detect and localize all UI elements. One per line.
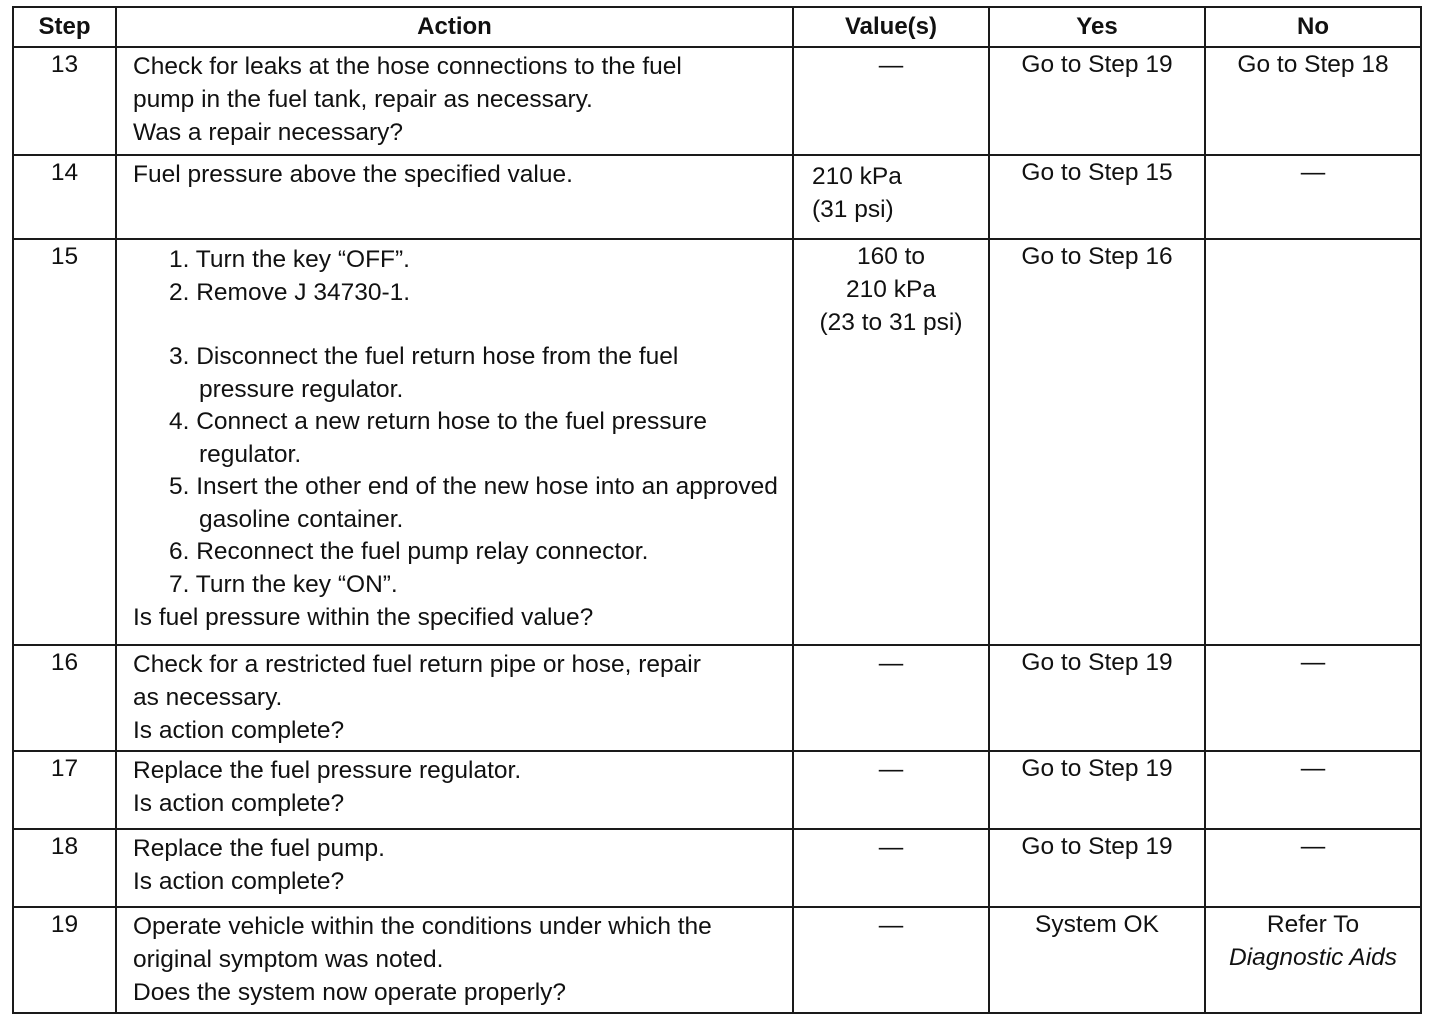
no-cell: —: [1205, 751, 1421, 829]
yes-cell: Go to Step 15: [989, 155, 1205, 239]
action-line: Is action complete?: [133, 790, 345, 817]
action-line: Operate vehicle within the conditions under which the: [133, 913, 712, 940]
value-dash: —: [878, 52, 904, 80]
step-number: 19: [13, 907, 116, 1013]
procedure-step: 2. Remove J 34730-1.: [169, 278, 411, 306]
table-row: [13, 907, 1421, 1013]
procedure-step: 6. Reconnect the fuel pump relay connector.: [169, 538, 649, 565]
action-line: Was a repair necessary?: [133, 119, 404, 146]
action-cell: [116, 751, 793, 829]
value-cell: [793, 645, 989, 751]
value-cell: [793, 907, 989, 1013]
step-number: 16: [13, 645, 116, 751]
diagnostic-table: [12, 6, 1422, 1014]
action-cell: [116, 239, 793, 645]
action-line: Check for a restricted fuel return pipe or hose, repair: [133, 651, 701, 678]
value-line: 210 kPa: [812, 163, 902, 190]
action-cell: [116, 47, 793, 155]
no-cell: [1205, 239, 1421, 645]
action-line: pump in the fuel tank, repair as necessary.: [133, 86, 593, 113]
no-cell: —: [1205, 155, 1421, 239]
step-number: 17: [13, 751, 116, 829]
value-cell: [793, 751, 989, 829]
header-no: No: [1205, 7, 1421, 47]
table-row: [13, 239, 1421, 645]
action-question: Is fuel pressure within the specified value?: [133, 604, 594, 631]
yes-cell: Go to Step 19: [989, 645, 1205, 751]
action-cell: [116, 829, 793, 907]
header-step: Step: [13, 7, 116, 47]
header-value: Value(s): [793, 7, 989, 47]
action-line: Does the system now operate properly?: [133, 979, 567, 1006]
value-dash: —: [878, 650, 904, 678]
procedure-list: [133, 244, 778, 601]
action-cell: [116, 645, 793, 751]
no-cell: —: [1205, 645, 1421, 751]
table-row: [13, 829, 1421, 907]
yes-cell: Go to Step 19: [989, 47, 1205, 155]
action-line: Fuel pressure above the specified value.: [133, 161, 573, 188]
yes-cell: Go to Step 19: [989, 829, 1205, 907]
no-line: Refer To: [1266, 911, 1360, 938]
diagnostic-aids-reference: Diagnostic Aids: [1229, 944, 1397, 971]
action-line: Replace the fuel pump.: [133, 835, 385, 862]
action-cell: [116, 907, 793, 1013]
no-cell: [1205, 907, 1421, 1013]
header-yes: Yes: [989, 7, 1205, 47]
no-cell: —: [1205, 829, 1421, 907]
action-cell: [116, 155, 793, 239]
value-line: (31 psi): [812, 196, 894, 223]
value-cell: [793, 47, 989, 155]
step-number: 18: [13, 829, 116, 907]
procedure-step: 3. Disconnect the fuel return hose from the fuel pressure regulator.: [169, 343, 679, 403]
action-line: Is action complete?: [133, 717, 345, 744]
value-dash: —: [878, 834, 904, 862]
procedure-step: 4. Connect a new return hose to the fuel pressure regulator.: [169, 408, 707, 468]
value-line: 160 to: [856, 243, 926, 270]
value-line: (23 to 31 psi): [819, 309, 963, 336]
step-number: 14: [13, 155, 116, 239]
procedure-step: 5. Insert the other end of the new hose into an approved gasoline container.: [169, 473, 778, 533]
step-number: 13: [13, 47, 116, 155]
procedure-step: 1. Turn the key “OFF”.: [169, 246, 410, 273]
no-cell: Go to Step 18: [1205, 47, 1421, 155]
header-action: Action: [116, 7, 793, 47]
yes-cell: Go to Step 19: [989, 751, 1205, 829]
value-dash: —: [878, 756, 904, 784]
action-line: as necessary.: [133, 684, 283, 711]
value-dash: —: [878, 912, 904, 940]
header-row: [13, 7, 1421, 47]
yes-cell: Go to Step 16: [989, 239, 1205, 645]
yes-cell: System OK: [989, 907, 1205, 1013]
value-line: 210 kPa: [846, 276, 936, 303]
action-line: original symptom was noted.: [133, 946, 444, 973]
action-line: Check for leaks at the hose connections to the fuel: [133, 53, 682, 80]
table-row: [13, 751, 1421, 829]
table-row: [13, 155, 1421, 239]
value-cell: [793, 829, 989, 907]
procedure-step: 7. Turn the key “ON”.: [169, 570, 398, 598]
value-cell: [793, 239, 989, 645]
action-line: Replace the fuel pressure regulator.: [133, 757, 522, 784]
table-row: [13, 47, 1421, 155]
step-number: 15: [13, 239, 116, 645]
action-line: Is action complete?: [133, 868, 345, 895]
table-row: [13, 645, 1421, 751]
value-cell: [793, 155, 989, 239]
